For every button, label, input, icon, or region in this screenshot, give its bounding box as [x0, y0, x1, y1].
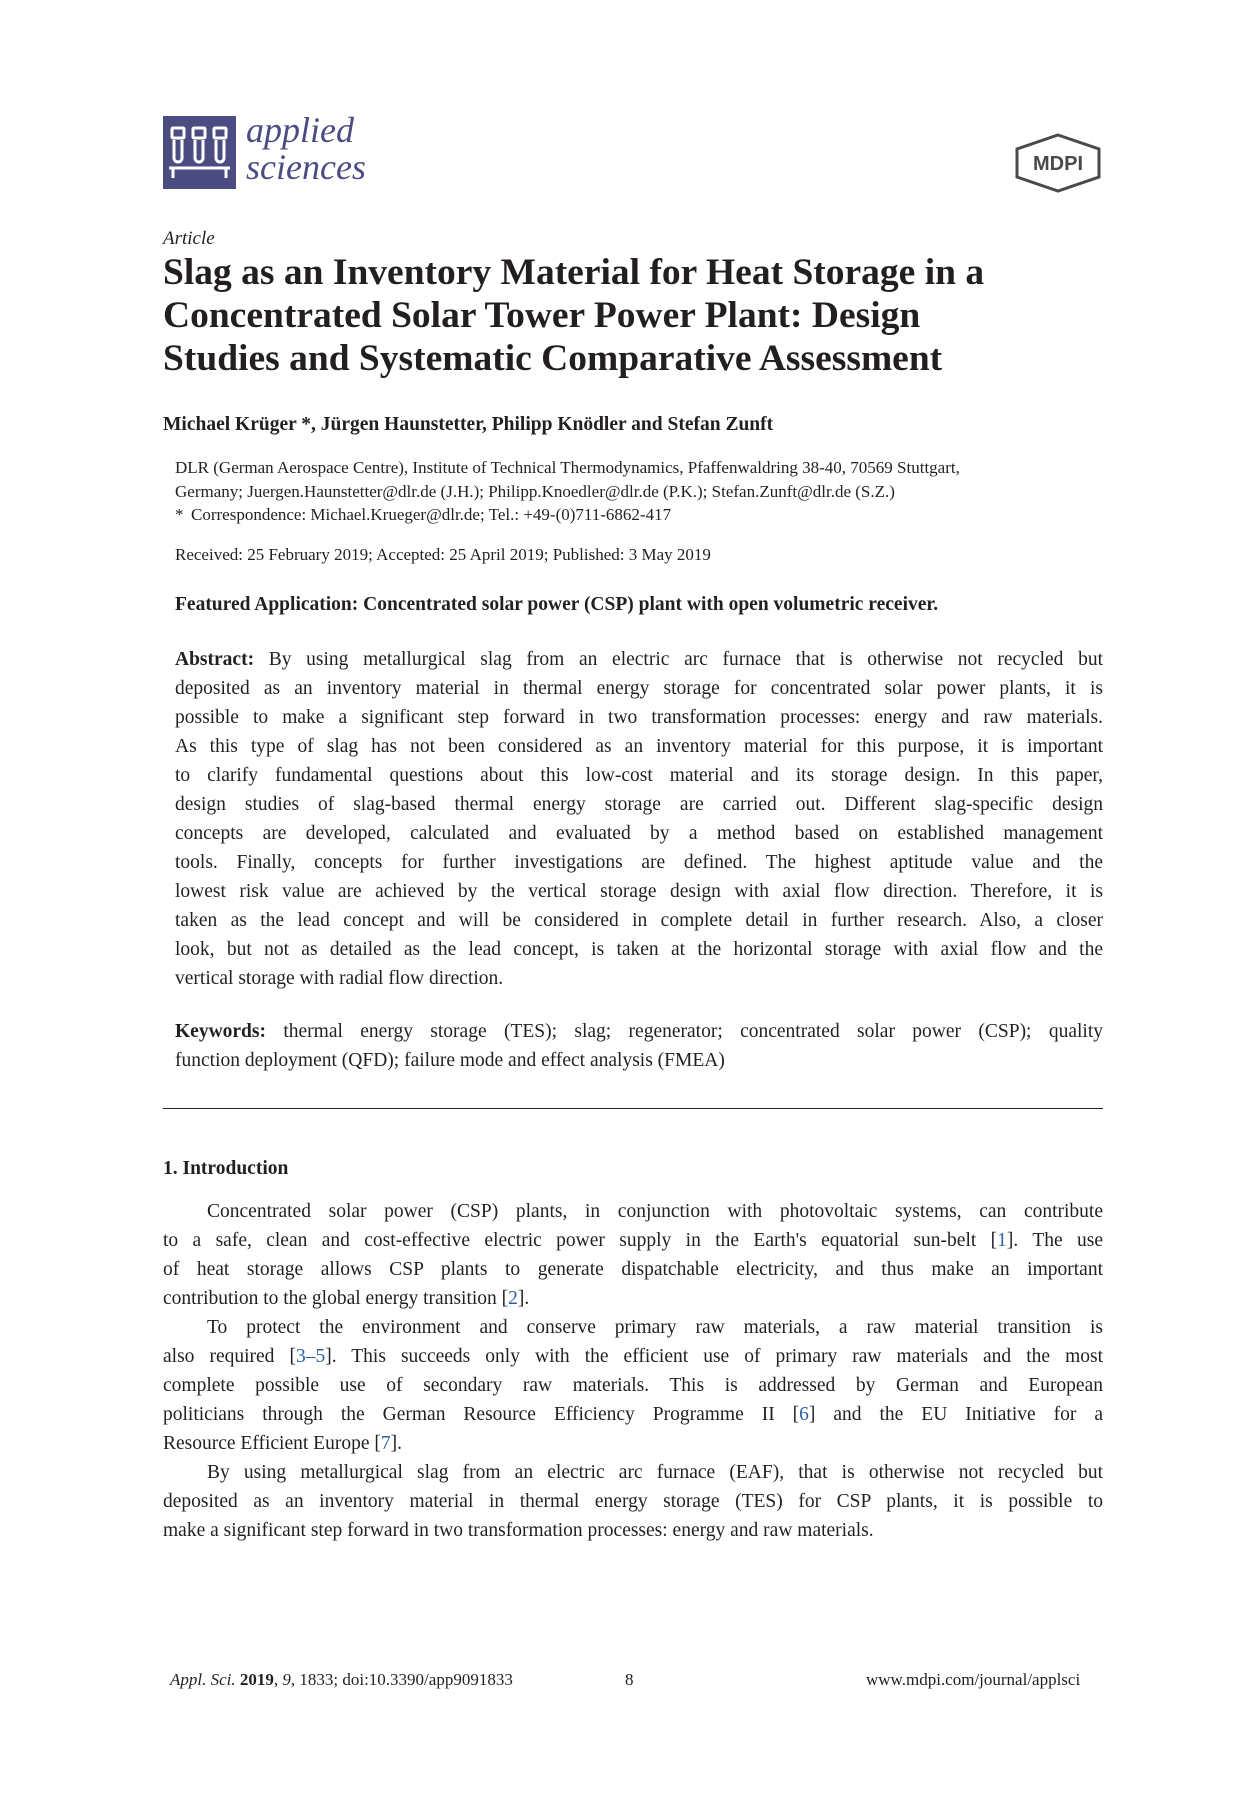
title-line: Slag as an Inventory Material for Heat Storage in a [163, 252, 985, 293]
journal-logo [163, 110, 366, 189]
body-line: politicians through the German Resource Efficiency Programme II [6] and the EU Initiative for a [163, 1404, 1104, 1425]
citation-link[interactable]: 2 [508, 1288, 518, 1309]
footer-doi: , 1833; doi:10.3390/app9091833 [290, 1670, 513, 1689]
publication-dates: Received: 25 February 2019; Accepted: 25 April 2019; Published: 3 May 2019 [175, 545, 711, 564]
affiliation [175, 456, 1105, 504]
citation-link[interactable]: 6 [799, 1404, 809, 1425]
footer-citation: Appl. Sci. 2019, 9, 1833; doi:10.3390/app9091833 [170, 1670, 513, 1689]
body-line: To protect the environment and conserve primary raw materials, a raw material transition is [207, 1317, 1103, 1338]
footer-journal: Appl. Sci. [170, 1670, 236, 1689]
author-list: Michael Krüger *, Jürgen Haunstetter, Philipp Knödler and Stefan Zunft [163, 414, 774, 435]
abstract-line: possible to make a significant step forward in two transformation processes: energy and raw materials. [175, 707, 1103, 728]
body-line: deposited as an inventory material in thermal energy storage (TES) for CSP plants, it is possible to [163, 1491, 1103, 1512]
body-line: also required [3–5]. This succeeds only with the efficient use of primary raw materials and the most [163, 1346, 1104, 1367]
featured-application: Featured Application: Concentrated solar power (CSP) plant with open volumetric receiver. [175, 594, 939, 615]
citation-link[interactable]: 7 [380, 1433, 391, 1454]
correspondence-text: Correspondence: Michael.Krueger@dlr.de; Tel.: +49-(0)711-6862-417 [191, 505, 672, 524]
abstract-line: Abstract: By using metallurgical slag from an electric arc furnace that is otherwise not recycled but [175, 649, 1103, 670]
body-line: contribution to the global energy transition [2]. [163, 1288, 530, 1309]
abstract-line: taken as the lead concept and will be considered in complete detail in further research. Also, a closer [175, 910, 1103, 931]
abstract [175, 645, 1103, 993]
keywords-line: function deployment (QFD); failure mode and effect analysis (FMEA) [175, 1050, 725, 1071]
body-line: complete possible use of secondary raw materials. This is addressed by German and European [163, 1375, 1103, 1396]
abstract-line: lowest risk value are achieved by the vertical storage design with axial flow direction. Therefore, it is [175, 881, 1103, 902]
publisher-name: MDPI [1033, 153, 1083, 175]
affiliation-line: Germany; Juergen.Haunstetter@dlr.de (J.H.); Philipp.Knoedler@dlr.de (P.K.); Stefan.Zunft@dlr.de (S.Z.) [175, 482, 895, 501]
citation-link[interactable]: 3–5 [295, 1346, 326, 1367]
keywords [175, 1017, 1103, 1075]
journal-url[interactable]: www.mdpi.com/journal/applsci [866, 1670, 1081, 1689]
body-line: to a safe, clean and cost-effective electric power supply in the Earth's equatorial sun-belt [1]. The use [163, 1230, 1104, 1251]
journal-emblem-icon [163, 116, 236, 189]
journal-name-line1: applied [246, 110, 354, 150]
body-line: Resource Efficient Europe [7]. [163, 1433, 402, 1454]
body-line: make a significant step forward in two transformation processes: energy and raw materials. [163, 1520, 874, 1541]
title-line: Concentrated Solar Tower Power Plant: Design [163, 295, 921, 336]
correspondence [175, 505, 671, 525]
introduction-body [163, 1197, 1103, 1545]
body-line: Concentrated solar power (CSP) plants, in conjunction with photovoltaic systems, can contribute [207, 1201, 1103, 1222]
section-heading: 1. Introduction [163, 1158, 289, 1179]
section-divider [163, 1108, 1103, 1109]
abstract-line: vertical storage with radial flow direction. [175, 968, 504, 989]
citation-link[interactable]: 1 [997, 1230, 1007, 1251]
keywords-label: Keywords: [175, 1021, 266, 1042]
footer-volume: 9 [282, 1670, 291, 1689]
affiliation-line: DLR (German Aerospace Centre), Institute of Technical Thermodynamics, Pfaffenwaldring 38-40, 70569 Stuttgart, [175, 458, 960, 477]
abstract-line: tools. Finally, concepts for further investigations are defined. The highest aptitude value and the [175, 852, 1103, 873]
title-line: Studies and Systematic Comparative Assessment [163, 338, 943, 379]
journal-name-line2: sciences [246, 147, 366, 187]
footer-year: 2019 [239, 1670, 274, 1689]
abstract-line: look, but not as detailed as the lead concept, is taken at the horizontal storage with axial flow and the [175, 939, 1103, 960]
paper-title [163, 251, 1103, 380]
publisher-logo [1013, 133, 1103, 193]
abstract-line: As this type of slag has not been considered as an inventory material for this purpose, it is important [175, 736, 1103, 757]
abstract-line: deposited as an inventory material in thermal energy storage for concentrated solar power plants, it is [175, 678, 1103, 699]
page-number: 8 [625, 1670, 634, 1689]
journal-name [246, 112, 366, 186]
article-type: Article [163, 228, 215, 249]
keywords-line: Keywords: thermal energy storage (TES); slag; regenerator; concentrated solar power (CSP); quality [175, 1021, 1103, 1042]
correspondence-marker: * [175, 505, 184, 524]
abstract-label: Abstract: [175, 649, 255, 670]
abstract-line: concepts are developed, calculated and evaluated by a method based on established management [175, 823, 1103, 844]
body-line: of heat storage allows CSP plants to generate dispatchable electricity, and thus make an important [163, 1259, 1103, 1280]
abstract-line: to clarify fundamental questions about this low-cost material and its storage design. In this paper, [175, 765, 1103, 786]
body-line: By using metallurgical slag from an electric arc furnace (EAF), that is otherwise not recycled but [207, 1462, 1103, 1483]
abstract-line: design studies of slag-based thermal energy storage are carried out. Different slag-specific design [175, 794, 1103, 815]
